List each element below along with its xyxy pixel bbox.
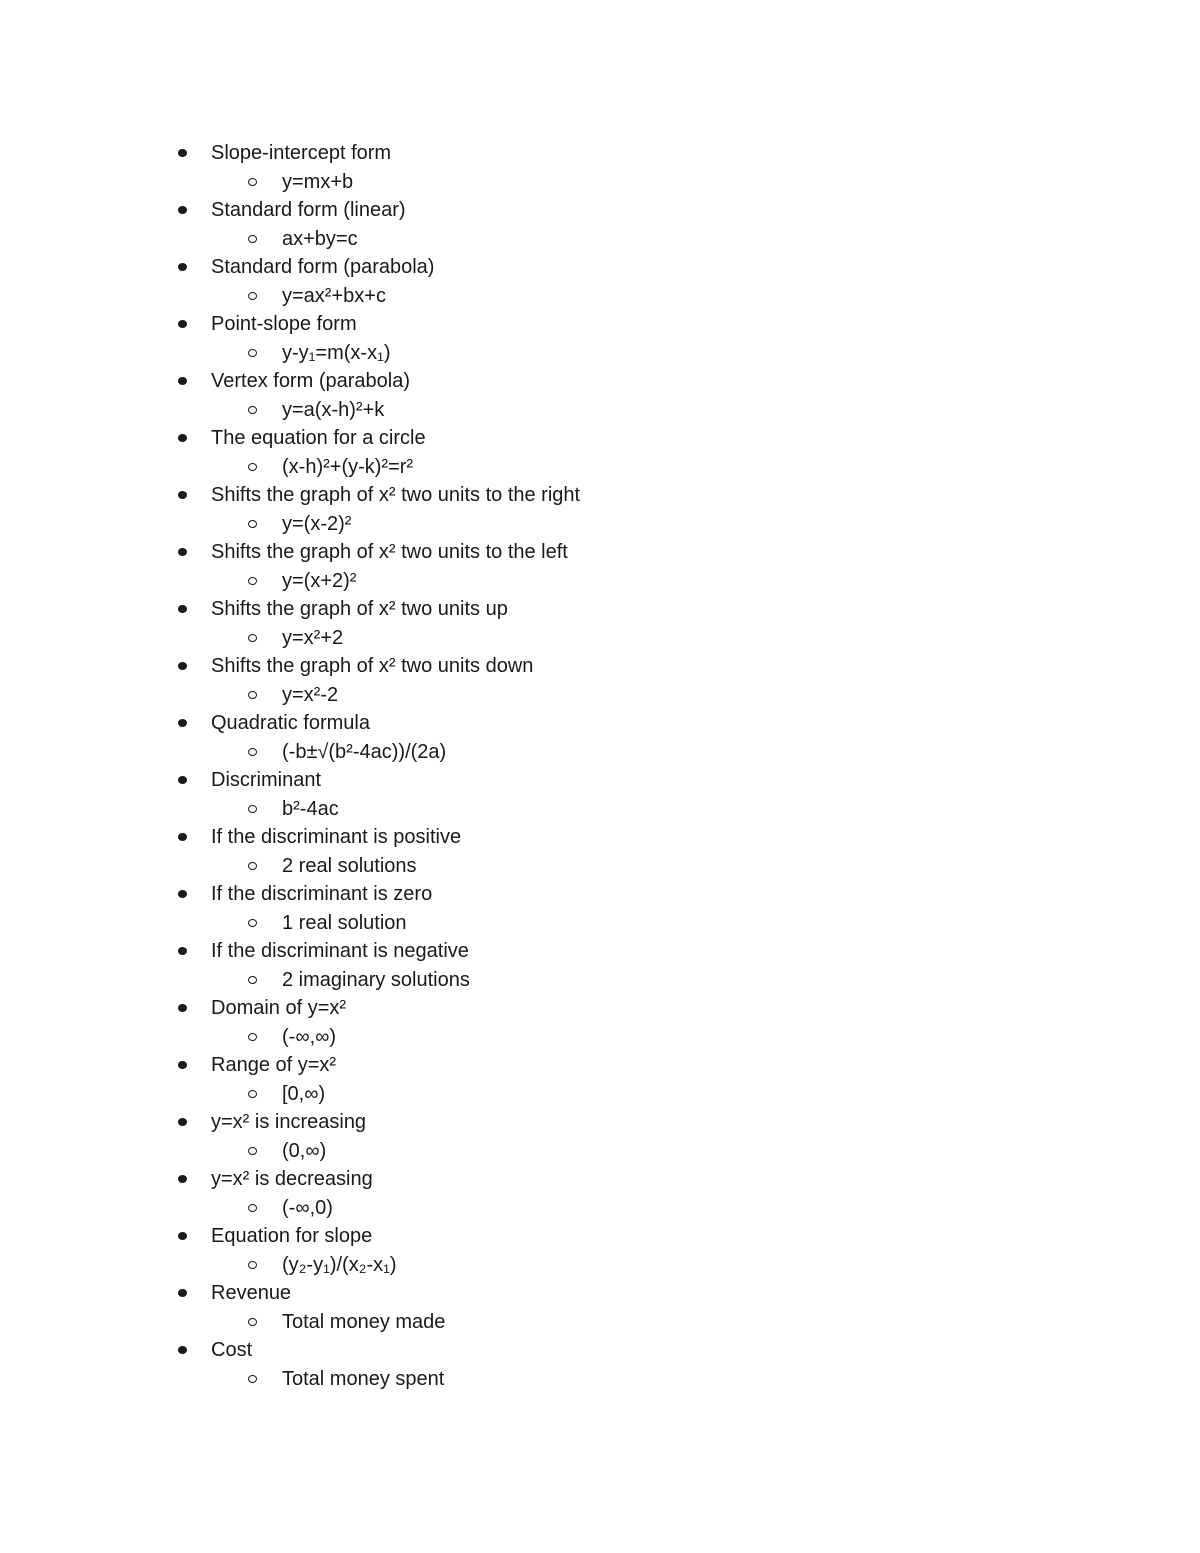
detail-text: (-∞,0): [282, 1196, 333, 1219]
term-text: Point-slope form: [211, 313, 357, 335]
list-item-detail: [0, 282, 1200, 311]
term-text: Shifts the graph of x² two units up: [211, 598, 508, 620]
filled-bullet-icon: [178, 367, 187, 396]
filled-bullet-icon: [178, 1222, 187, 1251]
detail-text: (-∞,∞): [282, 1025, 337, 1048]
list-item-term: [0, 253, 1200, 282]
filled-bullet-icon: [178, 196, 187, 225]
term-text: y=x² is decreasing: [211, 1168, 373, 1190]
notes-list: [0, 139, 1200, 1393]
hollow-bullet-icon: [248, 1308, 257, 1337]
list-item-detail: [0, 852, 1200, 881]
detail-text: 1 real solution: [282, 911, 407, 934]
list-item-detail: [0, 681, 1200, 710]
list-item-term: [0, 310, 1200, 339]
filled-bullet-icon: [178, 310, 187, 339]
hollow-bullet-icon: [248, 681, 257, 710]
detail-text: y=(x+2)²: [282, 569, 357, 592]
hollow-bullet-icon: [248, 852, 257, 881]
list-item-detail: [0, 624, 1200, 653]
filled-bullet-icon: [178, 1108, 187, 1137]
hollow-bullet-icon: [248, 453, 257, 482]
hollow-bullet-icon: [248, 168, 257, 197]
list-item-detail: [0, 1137, 1200, 1166]
hollow-bullet-icon: [248, 1137, 257, 1166]
hollow-bullet-icon: [248, 567, 257, 596]
list-item-detail: [0, 909, 1200, 938]
hollow-bullet-icon: [248, 510, 257, 539]
detail-text: y=mx+b: [282, 170, 354, 193]
list-item-term: [0, 823, 1200, 852]
list-item-detail: [0, 966, 1200, 995]
list-item-detail: [0, 1023, 1200, 1052]
detail-text: y-y₁=m(x-x₁): [282, 341, 391, 364]
filled-bullet-icon: [178, 937, 187, 966]
list-item-detail: [0, 396, 1200, 425]
list-item-term: [0, 766, 1200, 795]
list-item-detail: [0, 510, 1200, 539]
term-text: Shifts the graph of x² two units to the right: [211, 484, 581, 506]
hollow-bullet-icon: [248, 282, 257, 311]
filled-bullet-icon: [178, 709, 187, 738]
detail-text: y=x²+2: [282, 626, 344, 649]
hollow-bullet-icon: [248, 966, 257, 995]
filled-bullet-icon: [178, 1336, 187, 1365]
list-item-term: [0, 1222, 1200, 1251]
list-item-detail: [0, 795, 1200, 824]
detail-text: y=a(x-h)²+k: [282, 398, 385, 421]
list-item-detail: [0, 1251, 1200, 1280]
list-item-term: [0, 1336, 1200, 1365]
hollow-bullet-icon: [248, 1251, 257, 1280]
filled-bullet-icon: [178, 595, 187, 624]
hollow-bullet-icon: [248, 909, 257, 938]
term-text: If the discriminant is zero: [211, 883, 433, 905]
list-item-term: [0, 937, 1200, 966]
list-item-term: [0, 1279, 1200, 1308]
list-item-term: [0, 1165, 1200, 1194]
hollow-bullet-icon: [248, 339, 257, 368]
filled-bullet-icon: [178, 1165, 187, 1194]
hollow-bullet-icon: [248, 795, 257, 824]
filled-bullet-icon: [178, 253, 187, 282]
term-text: Domain of y=x²: [211, 997, 347, 1019]
list-item-detail: [0, 225, 1200, 254]
list-item-detail: [0, 567, 1200, 596]
hollow-bullet-icon: [248, 225, 257, 254]
detail-text: 2 imaginary solutions: [282, 968, 470, 991]
filled-bullet-icon: [178, 652, 187, 681]
filled-bullet-icon: [178, 880, 187, 909]
detail-text: (x-h)²+(y-k)²=r²: [282, 455, 414, 478]
detail-text: [0,∞): [282, 1082, 326, 1105]
detail-text: Total money made: [282, 1310, 446, 1333]
list-item-detail: [0, 1308, 1200, 1337]
list-item-term: [0, 709, 1200, 738]
list-item-term: [0, 994, 1200, 1023]
filled-bullet-icon: [178, 766, 187, 795]
filled-bullet-icon: [178, 994, 187, 1023]
list-item-detail: [0, 168, 1200, 197]
detail-text: ax+by=c: [282, 227, 358, 250]
filled-bullet-icon: [178, 823, 187, 852]
list-item-term: [0, 1051, 1200, 1080]
term-text: Quadratic formula: [211, 712, 370, 734]
term-text: The equation for a circle: [211, 427, 426, 449]
hollow-bullet-icon: [248, 1023, 257, 1052]
hollow-bullet-icon: [248, 1080, 257, 1109]
term-text: Standard form (parabola): [211, 256, 435, 278]
list-item-detail: [0, 1194, 1200, 1223]
list-item-term: [0, 1108, 1200, 1137]
list-item-term: [0, 196, 1200, 225]
term-text: Shifts the graph of x² two units down: [211, 655, 534, 677]
term-text: If the discriminant is positive: [211, 826, 462, 848]
term-text: Shifts the graph of x² two units to the left: [211, 541, 568, 563]
term-text: If the discriminant is negative: [211, 940, 469, 962]
list-item-term: [0, 139, 1200, 168]
list-item-term: [0, 652, 1200, 681]
detail-text: y=(x-2)²: [282, 512, 352, 535]
list-item-term: [0, 538, 1200, 567]
term-text: Range of y=x²: [211, 1054, 337, 1076]
detail-text: y=x²-2: [282, 683, 339, 706]
detail-text: (-b±√(b²-4ac))/(2a): [282, 740, 447, 763]
term-text: Slope-intercept form: [211, 142, 392, 164]
term-text: Discriminant: [211, 769, 322, 791]
filled-bullet-icon: [178, 139, 187, 168]
filled-bullet-icon: [178, 1279, 187, 1308]
detail-text: Total money spent: [282, 1367, 445, 1390]
detail-text: y=ax²+bx+c: [282, 284, 386, 307]
list-item-term: [0, 367, 1200, 396]
list-item-detail: [0, 738, 1200, 767]
detail-text: b²-4ac: [282, 797, 339, 820]
hollow-bullet-icon: [248, 396, 257, 425]
list-item-term: [0, 424, 1200, 453]
detail-text: (y₂-y₁)/(x₂-x₁): [282, 1253, 397, 1276]
detail-text: (0,∞): [282, 1139, 327, 1162]
list-item-detail: [0, 1080, 1200, 1109]
hollow-bullet-icon: [248, 1194, 257, 1223]
hollow-bullet-icon: [248, 1365, 257, 1394]
list-item-term: [0, 880, 1200, 909]
list-item-detail: [0, 339, 1200, 368]
list-item-detail: [0, 453, 1200, 482]
term-text: Equation for slope: [211, 1225, 373, 1247]
term-text: y=x² is increasing: [211, 1111, 367, 1133]
filled-bullet-icon: [178, 1051, 187, 1080]
hollow-bullet-icon: [248, 624, 257, 653]
term-text: Standard form (linear): [211, 199, 406, 221]
hollow-bullet-icon: [248, 738, 257, 767]
list-item-term: [0, 481, 1200, 510]
term-text: Revenue: [211, 1282, 292, 1304]
filled-bullet-icon: [178, 538, 187, 567]
term-text: Cost: [211, 1339, 253, 1361]
filled-bullet-icon: [178, 424, 187, 453]
list-item-detail: [0, 1365, 1200, 1394]
filled-bullet-icon: [178, 481, 187, 510]
term-text: Vertex form (parabola): [211, 370, 410, 392]
detail-text: 2 real solutions: [282, 854, 417, 877]
list-item-term: [0, 595, 1200, 624]
